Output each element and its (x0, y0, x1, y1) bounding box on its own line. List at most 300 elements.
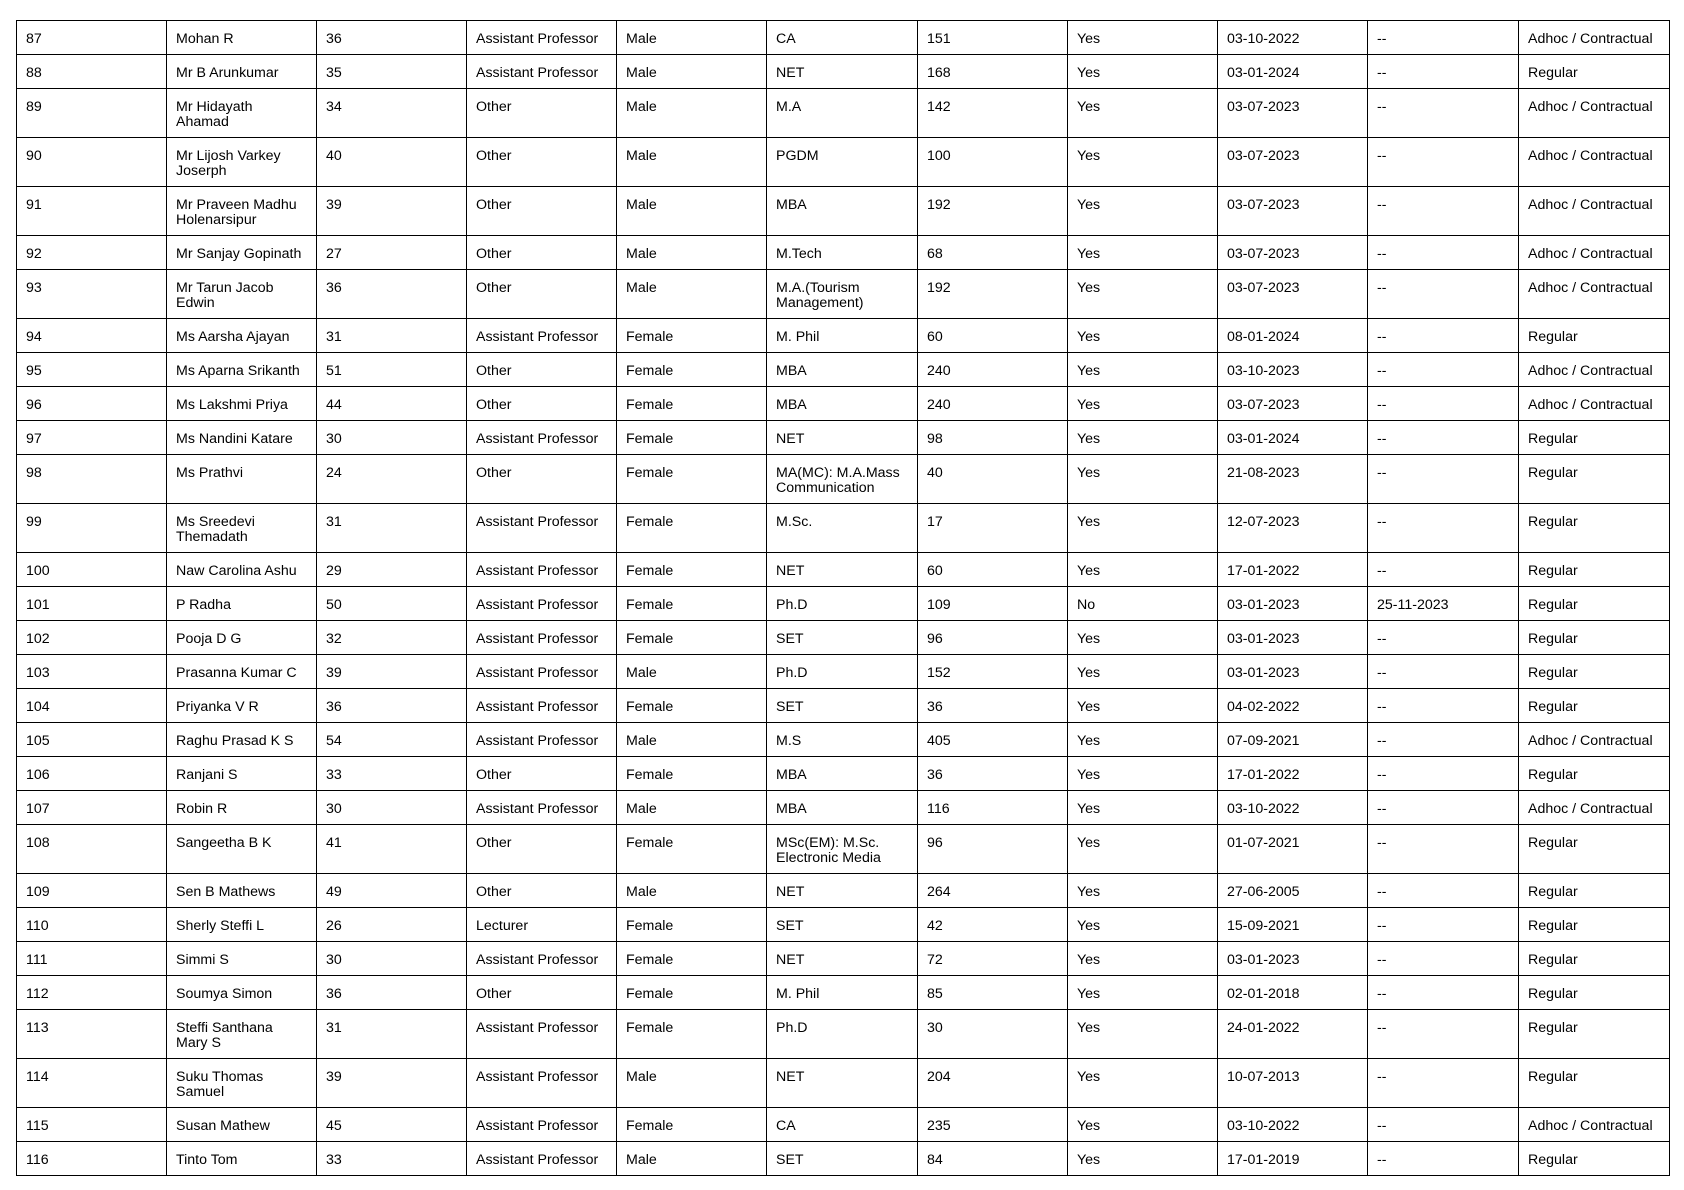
currently-working-cell: Yes (1068, 387, 1218, 421)
age-cell: 54 (317, 723, 467, 757)
joining-date-cell: 03-10-2022 (1218, 791, 1368, 825)
appointment-nature-cell: Regular (1519, 655, 1670, 689)
designation-cell: Assistant Professor (467, 55, 617, 89)
gender-cell: Male (617, 89, 767, 138)
experience-cell: 235 (918, 1108, 1068, 1142)
faculty-name-cell: Susan Mathew (167, 1108, 317, 1142)
currently-working-cell: Yes (1068, 723, 1218, 757)
age-cell: 36 (317, 689, 467, 723)
age-cell: 30 (317, 421, 467, 455)
table-row (17, 553, 1670, 587)
gender-cell: Male (617, 1059, 767, 1108)
designation-cell: Other (467, 187, 617, 236)
faculty-name-cell: Mr Lijosh Varkey Joserph (167, 138, 317, 187)
table-row (17, 655, 1670, 689)
gender-cell: Female (617, 455, 767, 504)
gender-cell: Male (617, 791, 767, 825)
gender-cell: Female (617, 319, 767, 353)
appointment-nature-cell: Adhoc / Contractual (1519, 270, 1670, 319)
qualification-cell: Ph.D (767, 1010, 918, 1059)
serial-number-cell: 108 (17, 825, 167, 874)
table-row (17, 270, 1670, 319)
designation-cell: Assistant Professor (467, 421, 617, 455)
serial-number-cell: 104 (17, 689, 167, 723)
serial-number-cell: 91 (17, 187, 167, 236)
leaving-date-cell: -- (1368, 421, 1519, 455)
leaving-date-cell: -- (1368, 942, 1519, 976)
serial-number-cell: 93 (17, 270, 167, 319)
currently-working-cell: Yes (1068, 319, 1218, 353)
table-body (17, 21, 1670, 1176)
designation-cell: Assistant Professor (467, 689, 617, 723)
qualification-cell: M.Tech (767, 236, 918, 270)
faculty-name-cell: Sangeetha B K (167, 825, 317, 874)
joining-date-cell: 03-07-2023 (1218, 187, 1368, 236)
leaving-date-cell: -- (1368, 387, 1519, 421)
age-cell: 45 (317, 1108, 467, 1142)
gender-cell: Female (617, 942, 767, 976)
qualification-cell: SET (767, 1142, 918, 1176)
leaving-date-cell: -- (1368, 1059, 1519, 1108)
gender-cell: Male (617, 236, 767, 270)
currently-working-cell: Yes (1068, 757, 1218, 791)
qualification-cell: NET (767, 942, 918, 976)
serial-number-cell: 106 (17, 757, 167, 791)
appointment-nature-cell: Regular (1519, 421, 1670, 455)
age-cell: 30 (317, 791, 467, 825)
serial-number-cell: 97 (17, 421, 167, 455)
faculty-name-cell: Mohan R (167, 21, 317, 55)
leaving-date-cell: -- (1368, 723, 1519, 757)
qualification-cell: MBA (767, 387, 918, 421)
qualification-cell: NET (767, 874, 918, 908)
designation-cell: Assistant Professor (467, 587, 617, 621)
experience-cell: 100 (918, 138, 1068, 187)
experience-cell: 96 (918, 825, 1068, 874)
faculty-name-cell: Raghu Prasad K S (167, 723, 317, 757)
table-row (17, 723, 1670, 757)
qualification-cell: NET (767, 421, 918, 455)
gender-cell: Female (617, 504, 767, 553)
designation-cell: Assistant Professor (467, 1010, 617, 1059)
serial-number-cell: 103 (17, 655, 167, 689)
age-cell: 36 (317, 21, 467, 55)
age-cell: 44 (317, 387, 467, 421)
appointment-nature-cell: Regular (1519, 553, 1670, 587)
serial-number-cell: 111 (17, 942, 167, 976)
joining-date-cell: 21-08-2023 (1218, 455, 1368, 504)
serial-number-cell: 115 (17, 1108, 167, 1142)
joining-date-cell: 03-01-2023 (1218, 621, 1368, 655)
age-cell: 32 (317, 621, 467, 655)
appointment-nature-cell: Adhoc / Contractual (1519, 723, 1670, 757)
experience-cell: 152 (918, 655, 1068, 689)
joining-date-cell: 07-09-2021 (1218, 723, 1368, 757)
appointment-nature-cell: Adhoc / Contractual (1519, 89, 1670, 138)
gender-cell: Female (617, 553, 767, 587)
faculty-name-cell: Pooja D G (167, 621, 317, 655)
joining-date-cell: 01-07-2021 (1218, 825, 1368, 874)
designation-cell: Other (467, 757, 617, 791)
currently-working-cell: Yes (1068, 138, 1218, 187)
leaving-date-cell: -- (1368, 187, 1519, 236)
experience-cell: 109 (918, 587, 1068, 621)
serial-number-cell: 95 (17, 353, 167, 387)
currently-working-cell: Yes (1068, 655, 1218, 689)
age-cell: 51 (317, 353, 467, 387)
gender-cell: Female (617, 387, 767, 421)
joining-date-cell: 10-07-2013 (1218, 1059, 1368, 1108)
currently-working-cell: No (1068, 587, 1218, 621)
designation-cell: Assistant Professor (467, 504, 617, 553)
qualification-cell: M.S (767, 723, 918, 757)
faculty-name-cell: Ms Aarsha Ajayan (167, 319, 317, 353)
joining-date-cell: 03-07-2023 (1218, 387, 1368, 421)
designation-cell: Assistant Professor (467, 791, 617, 825)
faculty-name-cell: Priyanka V R (167, 689, 317, 723)
currently-working-cell: Yes (1068, 1142, 1218, 1176)
joining-date-cell: 03-01-2023 (1218, 587, 1368, 621)
experience-cell: 36 (918, 757, 1068, 791)
qualification-cell: NET (767, 55, 918, 89)
age-cell: 34 (317, 89, 467, 138)
age-cell: 27 (317, 236, 467, 270)
appointment-nature-cell: Regular (1519, 976, 1670, 1010)
serial-number-cell: 88 (17, 55, 167, 89)
experience-cell: 84 (918, 1142, 1068, 1176)
age-cell: 33 (317, 1142, 467, 1176)
designation-cell: Assistant Professor (467, 1108, 617, 1142)
appointment-nature-cell: Regular (1519, 1010, 1670, 1059)
age-cell: 35 (317, 55, 467, 89)
faculty-name-cell: Mr Tarun Jacob Edwin (167, 270, 317, 319)
experience-cell: 40 (918, 455, 1068, 504)
designation-cell: Other (467, 874, 617, 908)
serial-number-cell: 92 (17, 236, 167, 270)
designation-cell: Other (467, 825, 617, 874)
joining-date-cell: 03-01-2023 (1218, 942, 1368, 976)
age-cell: 30 (317, 942, 467, 976)
appointment-nature-cell: Regular (1519, 455, 1670, 504)
table-row (17, 689, 1670, 723)
serial-number-cell: 87 (17, 21, 167, 55)
gender-cell: Female (617, 1010, 767, 1059)
leaving-date-cell: -- (1368, 319, 1519, 353)
joining-date-cell: 03-01-2023 (1218, 655, 1368, 689)
gender-cell: Male (617, 138, 767, 187)
designation-cell: Other (467, 89, 617, 138)
joining-date-cell: 27-06-2005 (1218, 874, 1368, 908)
currently-working-cell: Yes (1068, 89, 1218, 138)
currently-working-cell: Yes (1068, 908, 1218, 942)
currently-working-cell: Yes (1068, 791, 1218, 825)
age-cell: 24 (317, 455, 467, 504)
currently-working-cell: Yes (1068, 621, 1218, 655)
serial-number-cell: 102 (17, 621, 167, 655)
serial-number-cell: 100 (17, 553, 167, 587)
gender-cell: Female (617, 976, 767, 1010)
faculty-name-cell: Ms Prathvi (167, 455, 317, 504)
appointment-nature-cell: Regular (1519, 1059, 1670, 1108)
experience-cell: 17 (918, 504, 1068, 553)
age-cell: 50 (317, 587, 467, 621)
faculty-name-cell: Mr Hidayath Ahamad (167, 89, 317, 138)
qualification-cell: SET (767, 908, 918, 942)
designation-cell: Assistant Professor (467, 553, 617, 587)
qualification-cell: MBA (767, 757, 918, 791)
table-row (17, 89, 1670, 138)
designation-cell: Assistant Professor (467, 655, 617, 689)
experience-cell: 168 (918, 55, 1068, 89)
designation-cell: Other (467, 270, 617, 319)
qualification-cell: M.A.(Tourism Management) (767, 270, 918, 319)
faculty-name-cell: Mr Praveen Madhu Holenarsipur (167, 187, 317, 236)
currently-working-cell: Yes (1068, 270, 1218, 319)
currently-working-cell: Yes (1068, 689, 1218, 723)
appointment-nature-cell: Regular (1519, 1142, 1670, 1176)
serial-number-cell: 110 (17, 908, 167, 942)
leaving-date-cell: -- (1368, 689, 1519, 723)
appointment-nature-cell: Regular (1519, 319, 1670, 353)
joining-date-cell: 03-07-2023 (1218, 270, 1368, 319)
experience-cell: 72 (918, 942, 1068, 976)
joining-date-cell: 12-07-2023 (1218, 504, 1368, 553)
appointment-nature-cell: Adhoc / Contractual (1519, 236, 1670, 270)
experience-cell: 405 (918, 723, 1068, 757)
experience-cell: 36 (918, 689, 1068, 723)
designation-cell: Assistant Professor (467, 1142, 617, 1176)
serial-number-cell: 107 (17, 791, 167, 825)
qualification-cell: M.Sc. (767, 504, 918, 553)
experience-cell: 60 (918, 319, 1068, 353)
joining-date-cell: 03-07-2023 (1218, 236, 1368, 270)
table-row (17, 1010, 1670, 1059)
table-row (17, 942, 1670, 976)
appointment-nature-cell: Regular (1519, 587, 1670, 621)
table-row (17, 387, 1670, 421)
gender-cell: Male (617, 874, 767, 908)
leaving-date-cell: -- (1368, 874, 1519, 908)
gender-cell: Female (617, 353, 767, 387)
appointment-nature-cell: Regular (1519, 942, 1670, 976)
currently-working-cell: Yes (1068, 874, 1218, 908)
currently-working-cell: Yes (1068, 455, 1218, 504)
designation-cell: Assistant Professor (467, 621, 617, 655)
table-row (17, 319, 1670, 353)
table-row (17, 504, 1670, 553)
appointment-nature-cell: Regular (1519, 689, 1670, 723)
qualification-cell: Ph.D (767, 587, 918, 621)
experience-cell: 96 (918, 621, 1068, 655)
qualification-cell: CA (767, 21, 918, 55)
document-page (16, 20, 1669, 1176)
joining-date-cell: 17-01-2019 (1218, 1142, 1368, 1176)
table-row (17, 353, 1670, 387)
appointment-nature-cell: Regular (1519, 757, 1670, 791)
leaving-date-cell: -- (1368, 553, 1519, 587)
designation-cell: Assistant Professor (467, 1059, 617, 1108)
gender-cell: Male (617, 21, 767, 55)
appointment-nature-cell: Regular (1519, 504, 1670, 553)
faculty-name-cell: Suku Thomas Samuel (167, 1059, 317, 1108)
qualification-cell: M.A (767, 89, 918, 138)
experience-cell: 60 (918, 553, 1068, 587)
serial-number-cell: 112 (17, 976, 167, 1010)
faculty-name-cell: Steffi Santhana Mary S (167, 1010, 317, 1059)
joining-date-cell: 02-01-2018 (1218, 976, 1368, 1010)
leaving-date-cell: -- (1368, 55, 1519, 89)
faculty-name-cell: Tinto Tom (167, 1142, 317, 1176)
appointment-nature-cell: Adhoc / Contractual (1519, 187, 1670, 236)
age-cell: 36 (317, 976, 467, 1010)
age-cell: 39 (317, 655, 467, 689)
joining-date-cell: 04-02-2022 (1218, 689, 1368, 723)
currently-working-cell: Yes (1068, 353, 1218, 387)
currently-working-cell: Yes (1068, 236, 1218, 270)
table-row (17, 21, 1670, 55)
faculty-name-cell: P Radha (167, 587, 317, 621)
gender-cell: Female (617, 621, 767, 655)
joining-date-cell: 17-01-2022 (1218, 757, 1368, 791)
designation-cell: Assistant Professor (467, 723, 617, 757)
currently-working-cell: Yes (1068, 55, 1218, 89)
table-row (17, 187, 1670, 236)
serial-number-cell: 98 (17, 455, 167, 504)
appointment-nature-cell: Regular (1519, 55, 1670, 89)
gender-cell: Female (617, 421, 767, 455)
experience-cell: 42 (918, 908, 1068, 942)
experience-cell: 240 (918, 387, 1068, 421)
designation-cell: Assistant Professor (467, 319, 617, 353)
experience-cell: 116 (918, 791, 1068, 825)
experience-cell: 240 (918, 353, 1068, 387)
experience-cell: 68 (918, 236, 1068, 270)
gender-cell: Male (617, 187, 767, 236)
joining-date-cell: 08-01-2024 (1218, 319, 1368, 353)
currently-working-cell: Yes (1068, 504, 1218, 553)
joining-date-cell: 03-07-2023 (1218, 89, 1368, 138)
joining-date-cell: 03-01-2024 (1218, 55, 1368, 89)
appointment-nature-cell: Adhoc / Contractual (1519, 387, 1670, 421)
table-row (17, 55, 1670, 89)
experience-cell: 142 (918, 89, 1068, 138)
leaving-date-cell: -- (1368, 908, 1519, 942)
designation-cell: Other (467, 976, 617, 1010)
currently-working-cell: Yes (1068, 825, 1218, 874)
experience-cell: 151 (918, 21, 1068, 55)
table-row (17, 976, 1670, 1010)
experience-cell: 98 (918, 421, 1068, 455)
leaving-date-cell: -- (1368, 89, 1519, 138)
qualification-cell: MSc(EM): M.Sc. Electronic Media (767, 825, 918, 874)
currently-working-cell: Yes (1068, 21, 1218, 55)
joining-date-cell: 03-01-2024 (1218, 421, 1368, 455)
leaving-date-cell: -- (1368, 455, 1519, 504)
currently-working-cell: Yes (1068, 1059, 1218, 1108)
age-cell: 36 (317, 270, 467, 319)
leaving-date-cell: -- (1368, 270, 1519, 319)
experience-cell: 192 (918, 270, 1068, 319)
leaving-date-cell: -- (1368, 976, 1519, 1010)
gender-cell: Male (617, 723, 767, 757)
designation-cell: Other (467, 138, 617, 187)
qualification-cell: Ph.D (767, 655, 918, 689)
experience-cell: 30 (918, 1010, 1068, 1059)
experience-cell: 264 (918, 874, 1068, 908)
gender-cell: Female (617, 757, 767, 791)
leaving-date-cell: -- (1368, 621, 1519, 655)
faculty-name-cell: Prasanna Kumar C (167, 655, 317, 689)
faculty-name-cell: Ms Nandini Katare (167, 421, 317, 455)
leaving-date-cell: -- (1368, 236, 1519, 270)
joining-date-cell: 03-10-2022 (1218, 21, 1368, 55)
qualification-cell: PGDM (767, 138, 918, 187)
appointment-nature-cell: Regular (1519, 908, 1670, 942)
serial-number-cell: 109 (17, 874, 167, 908)
table-row (17, 138, 1670, 187)
gender-cell: Male (617, 1142, 767, 1176)
leaving-date-cell: 25-11-2023 (1368, 587, 1519, 621)
serial-number-cell: 96 (17, 387, 167, 421)
joining-date-cell: 24-01-2022 (1218, 1010, 1368, 1059)
qualification-cell: SET (767, 621, 918, 655)
qualification-cell: MBA (767, 353, 918, 387)
qualification-cell: SET (767, 689, 918, 723)
age-cell: 29 (317, 553, 467, 587)
experience-cell: 192 (918, 187, 1068, 236)
table-row (17, 1142, 1670, 1176)
qualification-cell: MBA (767, 791, 918, 825)
serial-number-cell: 89 (17, 89, 167, 138)
leaving-date-cell: -- (1368, 825, 1519, 874)
qualification-cell: MA(MC): M.A.Mass Communication (767, 455, 918, 504)
designation-cell: Assistant Professor (467, 21, 617, 55)
leaving-date-cell: -- (1368, 1010, 1519, 1059)
designation-cell: Other (467, 353, 617, 387)
qualification-cell: M. Phil (767, 319, 918, 353)
gender-cell: Female (617, 587, 767, 621)
serial-number-cell: 90 (17, 138, 167, 187)
joining-date-cell: 03-07-2023 (1218, 138, 1368, 187)
age-cell: 39 (317, 187, 467, 236)
gender-cell: Male (617, 55, 767, 89)
leaving-date-cell: -- (1368, 138, 1519, 187)
currently-working-cell: Yes (1068, 421, 1218, 455)
gender-cell: Male (617, 270, 767, 319)
experience-cell: 85 (918, 976, 1068, 1010)
gender-cell: Female (617, 1108, 767, 1142)
serial-number-cell: 94 (17, 319, 167, 353)
currently-working-cell: Yes (1068, 942, 1218, 976)
serial-number-cell: 101 (17, 587, 167, 621)
leaving-date-cell: -- (1368, 655, 1519, 689)
currently-working-cell: Yes (1068, 976, 1218, 1010)
designation-cell: Assistant Professor (467, 942, 617, 976)
faculty-name-cell: Naw Carolina Ashu (167, 553, 317, 587)
table-row (17, 421, 1670, 455)
qualification-cell: NET (767, 1059, 918, 1108)
serial-number-cell: 116 (17, 1142, 167, 1176)
designation-cell: Other (467, 455, 617, 504)
faculty-name-cell: Ms Lakshmi Priya (167, 387, 317, 421)
table-row (17, 757, 1670, 791)
table-row (17, 908, 1670, 942)
leaving-date-cell: -- (1368, 353, 1519, 387)
faculty-name-cell: Ms Sreedevi Themadath (167, 504, 317, 553)
leaving-date-cell: -- (1368, 1108, 1519, 1142)
gender-cell: Female (617, 825, 767, 874)
table-row (17, 1108, 1670, 1142)
